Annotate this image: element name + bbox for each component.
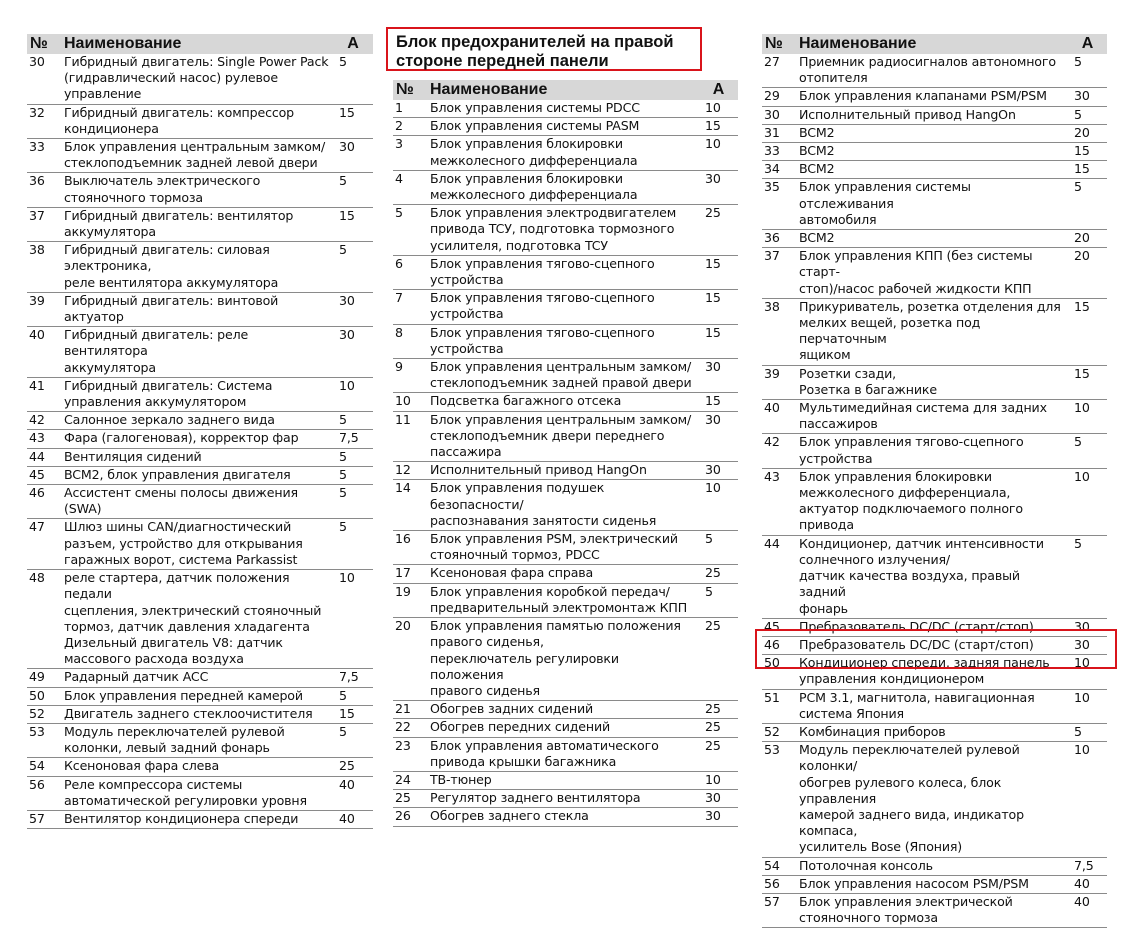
table-header [762, 34, 1107, 54]
fuse-row [762, 298, 1107, 365]
fuse-row [762, 365, 1107, 399]
fuse-number: 45 [764, 618, 780, 634]
fuse-amperage: 25 [705, 701, 721, 717]
fuse-name: Гибридный двигатель: Single Power Pack (гидравлический насос) рулевое управление [64, 54, 329, 102]
fuse-row [762, 106, 1107, 124]
fuse-name: Обогрев задних сидений [430, 701, 594, 717]
fuse-amperage: 25 [339, 758, 355, 774]
fuse-row [393, 565, 738, 583]
fuse-name: Подсветка багажного отсека [430, 393, 622, 409]
header-amperage: A [699, 80, 738, 100]
fuse-row [393, 719, 738, 737]
fuse-name: Исполнительный привод HangOn [799, 106, 1016, 122]
fuse-row [762, 54, 1107, 88]
fuse-row [393, 583, 738, 617]
fuse-amperage: 30 [339, 327, 355, 343]
fuse-amperage: 5 [1074, 179, 1082, 195]
fuse-amperage: 10 [1074, 742, 1090, 758]
fuse-number: 54 [29, 758, 45, 774]
fuse-amperage: 15 [339, 705, 355, 721]
fuse-row [27, 705, 373, 723]
fuse-name: Мультимедийная система для задних пассажиров [799, 400, 1047, 432]
fuse-number: 37 [764, 248, 780, 264]
fuse-name: Блок управления системы отслеживания автомобиля [799, 179, 971, 227]
fuse-amperage: 5 [339, 242, 347, 258]
fuse-row [27, 776, 373, 810]
fuse-name: Блок управления системы PASM [430, 118, 640, 134]
fuse-row [393, 737, 738, 771]
fuse-name: Модуль переключателей рулевой колонки, левый задний фонарь [64, 723, 285, 756]
fuse-row [762, 742, 1107, 857]
fuse-row [27, 466, 373, 484]
fuse-number: 6 [395, 255, 403, 271]
fuse-row [762, 124, 1107, 142]
fuse-name: Модуль переключателей рулевой колонки/ обогрев рулевого колеса, блок управления камерой заднего вида, индикатор компаса, усилитель Bose (Япония) [799, 742, 1024, 855]
fuse-amperage: 10 [339, 570, 355, 586]
fuse-number: 36 [29, 173, 45, 189]
fuse-name: Блок управления подушек безопасности/ распознавания занятости сиденья [430, 480, 657, 528]
fuse-name: Обогрев заднего стекла [430, 808, 589, 824]
fuse-name: BCM2 [799, 143, 835, 159]
fuse-number: 50 [764, 655, 780, 671]
fuse-name: Реле компрессора системы автоматической регулировки уровня [64, 776, 307, 808]
fuse-amperage: 5 [1074, 434, 1082, 450]
fuse-name: Блок управления центральным замком/ стеклоподъемник задней правой двери [430, 359, 692, 391]
fuse-name: Потолочная консоль [799, 857, 933, 873]
header-number: № [393, 80, 427, 100]
fuse-row [27, 448, 373, 466]
fuse-number: 52 [29, 705, 45, 721]
fuse-number: 22 [395, 719, 411, 735]
fuse-amperage: 20 [1074, 230, 1090, 246]
fuse-number: 43 [764, 468, 780, 484]
fuse-number: 34 [764, 161, 780, 177]
fuse-name: Гибридный двигатель: силовая электроника, реле вентилятора аккумулятора [64, 242, 279, 290]
fuse-amperage: 25 [705, 618, 721, 634]
fuse-name: Блок управления PSM, электрический стояночный тормоз, PDCC [430, 531, 678, 563]
fuse-amperage: 5 [339, 173, 347, 189]
fuse-amperage: 5 [339, 485, 347, 501]
fuse-name: Розетки сзади, Розетка в багажнике [799, 365, 937, 397]
fuse-number: 57 [764, 893, 780, 909]
fuse-number: 44 [764, 535, 780, 551]
fuse-name: Блок управления тягово-сцепного устройства [430, 290, 655, 322]
fuse-row [27, 430, 373, 448]
fuse-amperage: 10 [705, 771, 721, 787]
fuse-number: 16 [395, 531, 411, 547]
fuse-name: Гибридный двигатель: вентилятор аккумулятора [64, 207, 294, 240]
fuse-number: 43 [29, 430, 45, 446]
fuse-amperage: 30 [705, 411, 721, 427]
fuse-amperage: 15 [705, 118, 721, 134]
fuse-amperage: 5 [705, 531, 713, 547]
fuse-name: BCM2 [799, 230, 835, 246]
fuse-amperage: 5 [339, 448, 347, 464]
fuse-amperage: 15 [705, 255, 721, 271]
fuse-number: 8 [395, 324, 403, 340]
fuse-number: 25 [395, 790, 411, 806]
fuse-row [393, 531, 738, 565]
fuse-row [27, 570, 373, 669]
fuse-amperage: 10 [1074, 655, 1090, 671]
fuse-table-middle [393, 80, 738, 827]
fuse-number: 38 [29, 242, 45, 258]
fuse-name: Блок управления насосом PSM/PSM [799, 875, 1029, 891]
fuse-number: 49 [29, 669, 45, 685]
fuse-row [393, 100, 738, 118]
fuse-amperage: 10 [1074, 400, 1090, 416]
fuse-name: Гибридный двигатель: винтовой актуатор [64, 292, 279, 325]
fuse-name: Фара (галогеновая), корректор фар [64, 430, 299, 446]
fuse-name: Блок управления тягово-сцепного устройства [430, 324, 655, 356]
fuse-number: 52 [764, 723, 780, 739]
fuse-box-title: Блок предохранителей на правой стороне передней панели [386, 27, 702, 71]
fuse-name: Вентиляция сидений [64, 448, 202, 464]
fuse-amperage: 5 [339, 519, 347, 535]
fuse-row [393, 393, 738, 411]
fuse-name: Обогрев передних сидений [430, 719, 611, 735]
fuse-amperage: 5 [339, 687, 347, 703]
table-header [27, 34, 373, 54]
fuse-amperage: 25 [705, 737, 721, 753]
fuse-number: 21 [395, 701, 411, 717]
fuse-name: PCM 3.1, магнитола, навигационная система Япония [799, 689, 1035, 721]
fuse-amperage: 10 [705, 480, 721, 496]
fuse-name: Гибридный двигатель: Система управления аккумулятором [64, 377, 273, 410]
fuse-name: Кондиционер, датчик интенсивности солнечного излучения/ датчик качества воздуха, правый задний фонарь [799, 535, 1044, 616]
fuse-row [762, 689, 1107, 723]
fuse-amperage: 5 [339, 54, 347, 69]
fuse-row [762, 400, 1107, 434]
fuse-number: 44 [29, 448, 45, 464]
header-number: № [27, 34, 61, 54]
fuse-amperage: 15 [1074, 143, 1090, 159]
fuse-row [27, 669, 373, 687]
fuse-number: 30 [764, 106, 780, 122]
fuse-number: 47 [29, 519, 45, 535]
fuse-amperage: 40 [339, 776, 355, 792]
fuse-amperage: 30 [1074, 636, 1090, 652]
fuse-name: Выключатель электрического стояночного тормоза [64, 173, 261, 205]
fuse-row [27, 810, 373, 828]
fuse-name: Ксеноновая фара слева [64, 758, 220, 774]
fuse-amperage: 10 [1074, 468, 1090, 484]
fuse-name: Гибридный двигатель: компрессор кондиционера [64, 104, 295, 136]
fuse-amperage: 30 [705, 359, 721, 375]
fuse-row [393, 359, 738, 393]
fuse-number: 17 [395, 565, 411, 581]
fuse-name: Блок управления центральным замком/ стеклоподъемник задней левой двери [64, 139, 326, 171]
fuse-row [762, 434, 1107, 468]
fuse-name: Вентилятор кондиционера спереди [64, 810, 299, 826]
right-fuse-table-column [762, 34, 1107, 928]
fuse-number: 37 [29, 207, 45, 223]
fuse-number: 51 [764, 689, 780, 705]
fuse-row [393, 771, 738, 789]
fuse-number: 19 [395, 583, 411, 599]
fuse-number: 24 [395, 771, 411, 787]
fuse-row [27, 292, 373, 326]
fuse-number: 36 [764, 230, 780, 246]
fuse-row [762, 893, 1107, 927]
fuse-row [762, 636, 1107, 654]
fuse-row [393, 480, 738, 531]
fuse-name: Блок управления блокировки межколесного дифференциала, актуатор подключаемого полного привода [799, 468, 1023, 533]
fuse-row [27, 327, 373, 378]
fuse-amperage: 7,5 [1074, 857, 1094, 873]
fuse-row [27, 377, 373, 411]
fuse-name: Блок управления КПП (без системы старт- стоп)/насос рабочей жидкости КПП [799, 248, 1033, 296]
fuse-number: 46 [29, 485, 45, 501]
fuse-name: Блок управления памятью положения правого сиденья, переключатель регулировки положения правого сиденья [430, 618, 681, 698]
fuse-number: 56 [764, 875, 780, 891]
fuse-number: 39 [764, 365, 780, 381]
fuse-name: Приемник радиосигналов автономного отопителя [799, 54, 1056, 86]
fuse-amperage: 15 [1074, 161, 1090, 177]
fuse-amperage: 15 [705, 290, 721, 306]
fuse-name: Блок управления передней камерой [64, 687, 303, 703]
fuse-number: 39 [29, 292, 45, 308]
fuse-row [762, 468, 1107, 535]
fuse-amperage: 30 [705, 790, 721, 806]
fuse-number: 42 [764, 434, 780, 450]
fuse-name: Двигатель заднего стеклоочистителя [64, 705, 313, 721]
fuse-number: 57 [29, 810, 45, 826]
fuse-amperage: 30 [339, 139, 355, 155]
fuse-name: ТВ-тюнер [430, 771, 492, 787]
fuse-name: Пребразователь DC/DC (старт/стоп) [799, 618, 1034, 634]
fuse-name: Прикуриватель, розетка отделения для мелких вещей, розетка под перчаточным ящиком [799, 298, 1061, 363]
fuse-name: Ксеноновая фара справа [430, 565, 594, 581]
fuse-row [393, 618, 738, 701]
fuse-number: 53 [29, 723, 45, 739]
fuse-number: 33 [764, 143, 780, 159]
header-amperage: A [333, 34, 373, 54]
fuse-number: 1 [395, 100, 403, 115]
fuse-name: Блок управления блокировки межколесного дифференциала [430, 170, 638, 203]
fuse-row [762, 248, 1107, 299]
fuse-number: 50 [29, 687, 45, 703]
fuse-row [27, 519, 373, 570]
fuse-amperage: 15 [339, 207, 355, 223]
fuse-number: 26 [395, 808, 411, 824]
fuse-table-left [27, 34, 373, 829]
fuse-name: реле стартера, датчик положения педали сцепления, электрический стояночный тормоз, датчик давления хладагента Дизельный двигатель V8: датчик массового расхода воздуха [64, 570, 322, 667]
fuse-number: 23 [395, 737, 411, 753]
fuse-amperage: 5 [1074, 723, 1082, 739]
fuse-number: 40 [29, 327, 45, 343]
fuse-row [27, 242, 373, 293]
fuse-amperage: 10 [339, 377, 355, 393]
fuse-row [393, 462, 738, 480]
fuse-number: 33 [29, 139, 45, 155]
fuse-name: Исполнительный привод HangOn [430, 462, 647, 478]
fuse-amperage: 10 [705, 100, 721, 115]
fuse-row [27, 104, 373, 138]
fuse-number: 30 [29, 54, 45, 69]
fuse-name: Комбинация приборов [799, 723, 946, 739]
fuse-name: Блок управления электродвигателем привода TCУ, подготовка тормозного усилителя, подготовка TCУ [430, 205, 677, 253]
fuse-number: 46 [764, 636, 780, 652]
fuse-amperage: 40 [339, 810, 355, 826]
fuse-amperage: 15 [1074, 298, 1090, 314]
fuse-amperage: 25 [705, 205, 721, 221]
fuse-row [393, 411, 738, 462]
fuse-number: 40 [764, 400, 780, 416]
fuse-number: 4 [395, 170, 403, 186]
fuse-number: 20 [395, 618, 411, 634]
fuse-name: Гибридный двигатель: реле вентилятора аккумулятора [64, 327, 249, 375]
fuse-number: 3 [395, 136, 403, 152]
header-name: Наименование [796, 34, 1068, 54]
fuse-row [762, 179, 1107, 230]
fuse-name: BCM2, блок управления двигателя [64, 466, 291, 482]
fuse-name: Шлюз шины CAN/диагностический разъем, устройство для открывания гаражных ворот, система Parkassist [64, 519, 303, 567]
fuse-row [27, 758, 373, 776]
fuse-row [762, 723, 1107, 741]
fuse-row [393, 136, 738, 170]
table-header [393, 80, 738, 100]
fuse-row [393, 118, 738, 136]
fuse-number: 45 [29, 466, 45, 482]
fuse-amperage: 30 [705, 170, 721, 186]
header-number: № [762, 34, 796, 54]
fuse-row [393, 808, 738, 826]
fuse-name: Блок управления системы PDCC [430, 100, 640, 115]
fuse-row [393, 170, 738, 204]
fuse-row [762, 88, 1107, 106]
fuse-table-right [762, 34, 1107, 928]
fuse-name: BCM2 [799, 124, 835, 140]
fuse-number: 38 [764, 298, 780, 314]
fuse-amperage: 30 [339, 292, 355, 308]
fuse-amperage: 5 [705, 583, 713, 599]
fuse-name: Радарный датчик ACC [64, 669, 209, 685]
fuse-amperage: 5 [339, 412, 347, 428]
fuse-row [27, 485, 373, 519]
fuse-amperage: 30 [1074, 618, 1090, 634]
fuse-amperage: 5 [1074, 535, 1082, 551]
fuse-amperage: 30 [1074, 88, 1090, 104]
fuse-name: Блок управления коробкой передач/ предварительный электромонтаж КПП [430, 583, 688, 615]
fuse-number: 11 [395, 411, 411, 427]
fuse-amperage: 5 [339, 723, 347, 739]
fuse-number: 32 [29, 104, 45, 120]
fuse-amperage: 30 [705, 808, 721, 824]
fuse-number: 41 [29, 377, 45, 393]
fuse-amperage: 25 [705, 719, 721, 735]
fuse-name: Пребразователь DC/DC (старт/стоп) [799, 636, 1034, 652]
fuse-amperage: 30 [705, 462, 721, 478]
fuse-row [393, 205, 738, 256]
fuse-row [762, 161, 1107, 179]
fuse-row [762, 618, 1107, 636]
fuse-name: Кондиционер спереди, задняя панель управления кондиционером [799, 655, 1050, 687]
fuse-amperage: 10 [705, 136, 721, 152]
fuse-row [762, 143, 1107, 161]
fuse-amperage: 25 [705, 565, 721, 581]
fuse-number: 27 [764, 54, 780, 69]
fuse-number: 2 [395, 118, 403, 134]
fuse-row [27, 139, 373, 173]
fuse-row [393, 255, 738, 289]
fuse-number: 29 [764, 88, 780, 104]
fuse-number: 7 [395, 290, 403, 306]
fuse-name: Блок управления тягово-сцепного устройства [799, 434, 1024, 466]
fuse-row [393, 701, 738, 719]
fuse-number: 48 [29, 570, 45, 586]
fuse-amperage: 20 [1074, 124, 1090, 140]
fuse-number: 14 [395, 480, 411, 496]
fuse-row [27, 207, 373, 241]
fuse-amperage: 40 [1074, 875, 1090, 891]
fuse-row [393, 324, 738, 358]
fuse-row [393, 290, 738, 324]
fuse-name: BCM2 [799, 161, 835, 177]
fuse-name: Ассистент смены полосы движения (SWA) [64, 485, 298, 517]
fuse-amperage: 7,5 [339, 430, 359, 446]
fuse-row [27, 54, 373, 104]
fuse-row [762, 230, 1107, 248]
fuse-number: 42 [29, 412, 45, 428]
fuse-number: 5 [395, 205, 403, 221]
header-amperage: A [1068, 34, 1107, 54]
fuse-amperage: 10 [1074, 689, 1090, 705]
header-name: Наименование [61, 34, 333, 54]
fuse-amperage: 5 [339, 466, 347, 482]
fuse-number: 31 [764, 124, 780, 140]
fuse-number: 12 [395, 462, 411, 478]
header-name: Наименование [427, 80, 699, 100]
fuse-name: Блок управления блокировки межколесного дифференциала [430, 136, 638, 168]
fuse-name: Регулятор заднего вентилятора [430, 790, 641, 806]
fuse-number: 9 [395, 359, 403, 375]
fuse-amperage: 5 [1074, 106, 1082, 122]
fuse-amperage: 5 [1074, 54, 1082, 69]
fuse-row [27, 687, 373, 705]
fuse-row [762, 875, 1107, 893]
fuse-name: Салонное зеркало заднего вида [64, 412, 275, 428]
fuse-row [27, 173, 373, 207]
fuse-number: 35 [764, 179, 780, 195]
fuse-name: Блок управления автоматического привода крышки багажника [430, 737, 659, 769]
fuse-amperage: 20 [1074, 248, 1090, 264]
fuse-row [27, 723, 373, 757]
fuse-amperage: 15 [339, 104, 355, 120]
fuse-amperage: 40 [1074, 893, 1090, 909]
fuse-row [762, 535, 1107, 618]
fuse-amperage: 15 [705, 393, 721, 409]
fuse-number: 54 [764, 857, 780, 873]
fuse-name: Блок управления центральным замком/ стеклоподъемник двери переднего пассажира [430, 411, 692, 460]
fuse-name: Блок управления клапанами PSM/PSM [799, 88, 1047, 104]
fuse-name: Блок управления тягово-сцепного устройства [430, 255, 655, 288]
fuse-number: 53 [764, 742, 780, 758]
fuse-row [393, 790, 738, 808]
fuse-amperage: 15 [705, 324, 721, 340]
fuse-number: 56 [29, 776, 45, 792]
middle-fuse-table-column [393, 80, 738, 827]
fuse-row [762, 655, 1107, 689]
fuse-amperage: 7,5 [339, 669, 359, 685]
left-fuse-table-column [27, 34, 373, 829]
fuse-row [762, 857, 1107, 875]
fuse-number: 10 [395, 393, 411, 409]
fuse-row [27, 412, 373, 430]
fuse-amperage: 15 [1074, 365, 1090, 381]
fuse-name: Блок управления электрической стояночного тормоза [799, 893, 1013, 926]
